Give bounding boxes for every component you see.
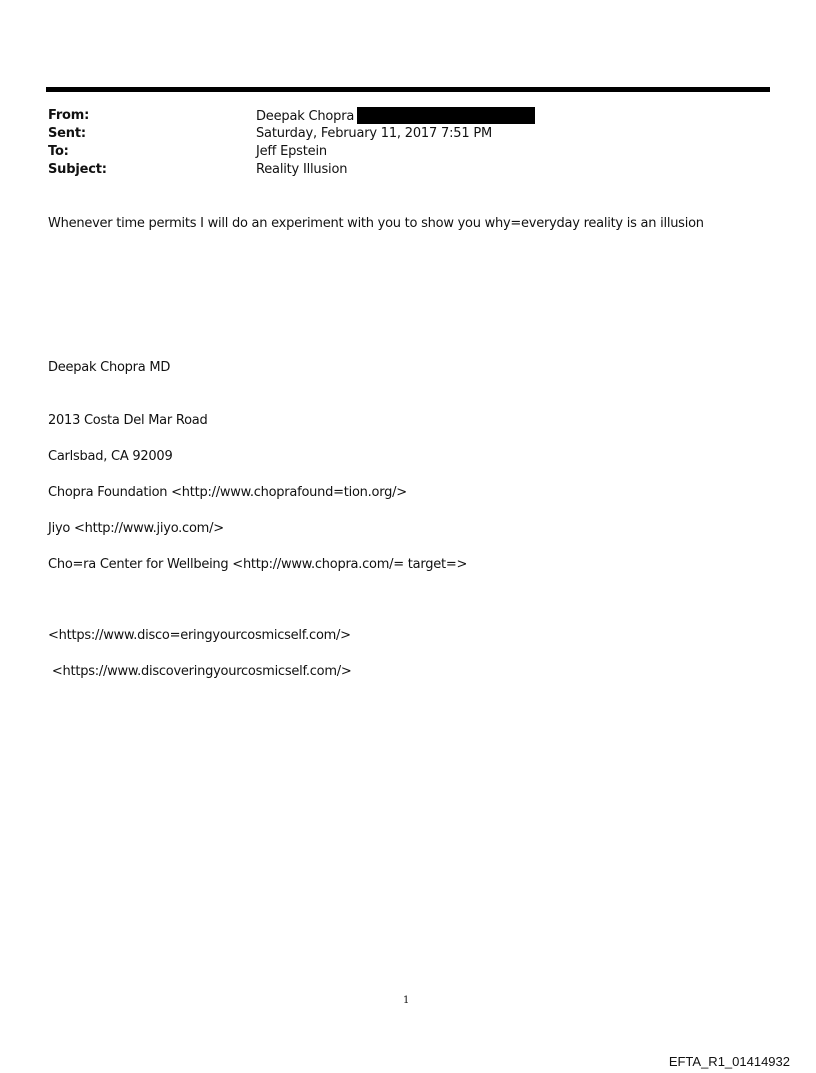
sent-value: Saturday, February 11, 2017 7:51 PM	[256, 126, 492, 141]
sent-row	[48, 125, 748, 143]
signature-name: Deepak Chopra MD	[48, 360, 171, 375]
from-label: From:	[48, 108, 90, 123]
signature-foundation-link: Chopra Foundation <http://www.choprafound=tion.org/>	[48, 485, 407, 500]
signature-address-line2: Carlsbad, CA 92009	[48, 449, 173, 464]
subject-value: Reality Illusion	[256, 162, 348, 177]
message-body: Whenever time permits I will do an experiment with you to show you why=everyday reality is an illusion	[48, 216, 704, 231]
to-value: Jeff Epstein	[256, 144, 327, 159]
bates-number: EFTA_R1_01414932	[668, 1054, 790, 1069]
to-label: To:	[48, 144, 69, 159]
from-name: Deepak Chopra	[256, 109, 355, 124]
to-row	[48, 143, 748, 161]
signature-address-line1: 2013 Costa Del Mar Road	[48, 413, 208, 428]
subject-row	[48, 161, 748, 179]
signature-link-2: <https://www.discoveringyourcosmicself.com/>	[48, 664, 352, 679]
page-number: 1	[403, 995, 410, 1006]
signature-link-1: <https://www.disco=eringyourcosmicself.com/>	[48, 628, 351, 643]
signature-center-link: Cho=ra Center for Wellbeing <http://www.chopra.com/= target=>	[48, 557, 468, 572]
from-row	[48, 107, 748, 125]
signature-jiyo-link: Jiyo <http://www.jiyo.com/>	[48, 521, 224, 536]
header-divider	[46, 87, 770, 92]
subject-label: Subject:	[48, 162, 107, 177]
sent-label: Sent:	[48, 126, 86, 141]
redaction-block	[357, 107, 535, 124]
from-value	[256, 107, 535, 126]
